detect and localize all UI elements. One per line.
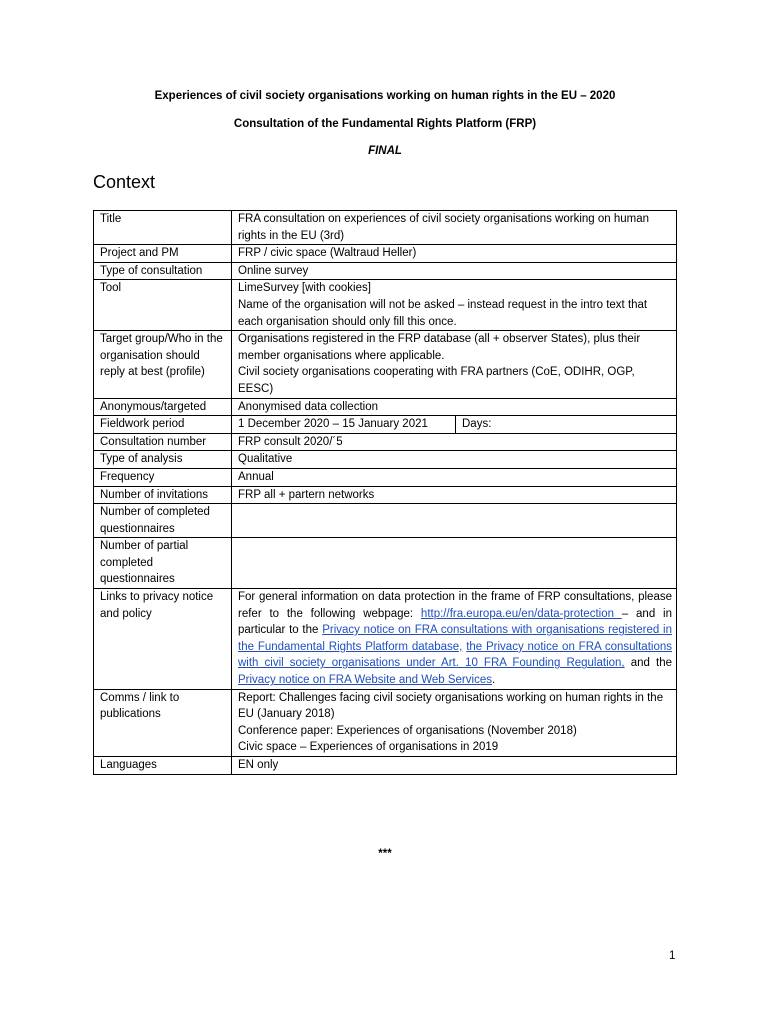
row-label: Type of analysis — [94, 451, 232, 469]
table-row — [94, 245, 677, 263]
row-label: Frequency — [94, 468, 232, 486]
privacy-text-part: For general information on data protection in the frame of FRP consultations, please refer to the following webpage: — [238, 591, 672, 620]
row-label: Number of partial completed questionnaires — [94, 538, 232, 589]
row-label: Fieldwork period — [94, 416, 232, 434]
document-status: FINAL — [368, 145, 402, 157]
row-label: Project and PM — [94, 245, 232, 263]
row-label: Consultation number — [94, 433, 232, 451]
days-cell: Days: — [456, 416, 677, 434]
row-value: Annual — [232, 468, 677, 486]
table-row — [94, 538, 677, 589]
document-subtitle: Consultation of the Fundamental Rights Platform (FRP) — [233, 118, 537, 130]
privacy-text-part: – and in particular to the — [238, 607, 672, 637]
row-value: Qualitative — [232, 451, 677, 469]
row-value — [232, 538, 677, 589]
row-label: Target group/Who in the organisation should reply at best (profile) — [94, 331, 232, 398]
row-label: Links to privacy notice and policy — [94, 589, 232, 690]
privacy-notice-website-link[interactable]: Privacy notice on FRA Website and Web Services — [238, 674, 492, 687]
publication-line: Civic space – Experiences of organisations in 2019 — [238, 741, 499, 754]
table-row — [94, 211, 677, 245]
table-row — [94, 433, 677, 451]
row-label: Comms / link to publications — [94, 689, 232, 756]
section-heading: Context — [93, 172, 156, 192]
context-table — [93, 210, 677, 775]
row-value: EN only — [232, 757, 677, 775]
row-label: Number of completed questionnaires — [94, 504, 232, 538]
row-value: Online survey — [232, 262, 677, 280]
table-row — [94, 589, 677, 690]
tool-line: Name of the organisation will not be asked – instead request in the intro text that each organisation should only fill this once. — [238, 298, 648, 328]
row-value — [232, 689, 677, 756]
privacy-notice-frp-link[interactable]: Privacy notice on FRA consultations with organisations registered in the Fundamental Rights Platform database, — [238, 624, 672, 653]
row-value: FRA consultation on experiences of civil society organisations working on human rights in the EU (3rd) — [232, 211, 677, 245]
table-row — [94, 451, 677, 469]
publication-line: Conference paper: Experiences of organisations (November 2018) — [238, 724, 577, 737]
row-value — [232, 331, 677, 398]
table-row — [94, 504, 677, 538]
row-value: FRP all + partern networks — [232, 486, 677, 504]
row-value: Anonymised data collection — [232, 398, 677, 416]
row-value — [232, 504, 677, 538]
row-label: Anonymous/targeted — [94, 398, 232, 416]
table-row — [94, 757, 677, 775]
row-label: Number of invitations — [94, 486, 232, 504]
tool-line: LimeSurvey [with cookies] — [238, 282, 371, 295]
privacy-text-part: and the — [624, 657, 672, 670]
table-row — [94, 416, 677, 434]
document-title: Experiences of civil society organisations working on human rights in the EU – 2020 — [154, 90, 616, 102]
data-protection-link[interactable]: http://fra.europa.eu/en/data-protection — [420, 607, 622, 620]
table-row — [94, 398, 677, 416]
row-label: Title — [94, 211, 232, 245]
row-label: Tool — [94, 280, 232, 331]
row-value: 1 December 2020 – 15 January 2021 — [232, 416, 456, 434]
privacy-text — [232, 589, 677, 690]
row-value: FRP / civic space (Waltraud Heller) — [232, 245, 677, 263]
table-row — [94, 689, 677, 756]
target-line: Civil society organisations cooperating with FRA partners (CoE, ODIHR, OGP, EESC) — [238, 366, 635, 395]
table-row — [94, 486, 677, 504]
target-line: Organisations registered in the FRP database (all + observer States), plus their member organisations where applicable. — [238, 333, 641, 362]
row-label: Type of consultation — [94, 262, 232, 280]
row-value: FRP consult 2020/´5 — [232, 433, 677, 451]
table-row — [94, 280, 677, 331]
section-separator: *** — [378, 848, 392, 860]
table-row — [94, 262, 677, 280]
table-row — [94, 468, 677, 486]
row-label: Languages — [94, 757, 232, 775]
privacy-notice-art10-link[interactable]: the Privacy notice on FRA consultations with civil society organisations under Art. 10 FRA Founding Regulation, — [238, 640, 672, 670]
privacy-text-part: . — [491, 674, 496, 687]
publication-line: Report: Challenges facing civil society organisations working on human rights in the EU (January 2018) — [238, 691, 664, 721]
page-number: 1 — [669, 950, 676, 962]
table-row — [94, 331, 677, 398]
row-value — [232, 280, 677, 331]
